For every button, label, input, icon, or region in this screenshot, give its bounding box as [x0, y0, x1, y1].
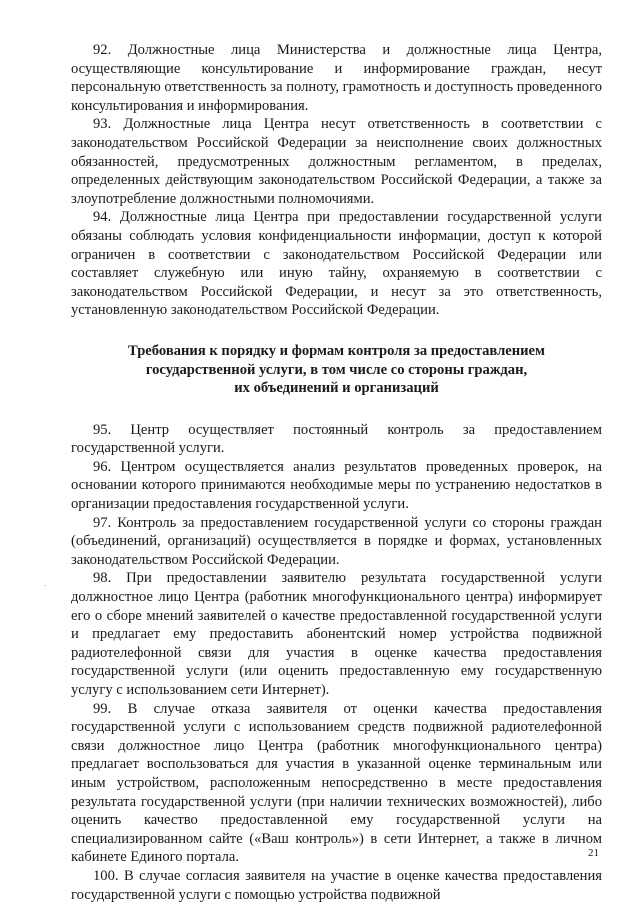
section-heading [71, 342, 602, 398]
paragraph-94: 94. Должностные лица Центра при предоставлении государственной услуги обязаны соблюдать условия конфиденциальности информации, доступ к которой ограничен в соответствии с законодательством Российской Федерации или составляет служебную или иную тайну, охраняемую в соответствии с законодательством Российской Федерации, и несут за это ответственность, установленную законодательством Российской Федерации. [71, 209, 602, 319]
paragraph-98: 98. При предоставлении заявителю результата государственной услуги должностное лицо Центра (работник многофункционального центра) информирует его о сборе мнений заявителей о качестве предоставленной государственной услуги и предлагает ему предоставить абонентский номер устройства подвижной радиотелефонной связи для участия в оценке качества предоставления государственной услуги (или оценить предоставленную ему государственную услугу с использованием сети Интернет). [71, 570, 602, 698]
paragraph-96: 96. Центром осуществляется анализ результатов проведенных проверок, на основании которого принимаются необходимые меры по устранению недостатков в организации предоставления государственной услуги. [71, 458, 602, 513]
margin-mark: . [44, 579, 46, 588]
paragraph-100: 100. В случае согласия заявителя на участие в оценке качества предоставления государственной услуги с помощью устройства подвижной [71, 867, 602, 903]
section-heading-line-1: Требования к порядку и формам контроля за предоставлением [128, 342, 545, 359]
section-heading-line-3: их объединений и организаций [234, 380, 439, 397]
paragraph-99: 99. В случае отказа заявителя от оценки качества предоставления государственной услуги с использованием средств подвижной радиотелефонной связи должностное лицо Центра (работник многофункционального центра) предлагает воспользоваться для участия в указанной оценке терминальным или иным устройством, расположенным непосредственно в месте предоставления результата государственной услуги (при наличии технических возможностей), либо оценить качество предоставленной ему государственной услуги на специализированном сайте («Ваш контроль») в сети Интернет, а также в личном кабинете Единого портала. [71, 700, 602, 866]
section-heading-line-2: государственной услуги, в том числе со стороны граждан, [145, 361, 528, 378]
page-number: 21 [588, 847, 599, 859]
paragraph-92: 92. Должностные лица Министерства и должностные лица Центра, осуществляющие консультирование и информирование граждан, несут персональную ответственность за полноту, грамотность и доступность проведенного консультирования и информирования. [71, 42, 602, 114]
paragraph-93: 93. Должностные лица Центра несут ответственность в соответствии с законодательством Российской Федерации за неисполнение своих должностных обязанностей, предусмотренных должностным регламентом, в пределах, определенных действующим законодательством Российской Федерации, а также за злоупотребление должностными полномочиями. [71, 116, 602, 207]
paragraph-95: 95. Центр осуществляет постоянный контроль за предоставлением государственной услуги. [71, 421, 602, 457]
paragraph-97: 97. Контроль за предоставлением государственной услуги со стороны граждан (объединений, организаций) осуществляется в порядке и формах, установленных законодательством Российской Федерации. [71, 514, 602, 568]
